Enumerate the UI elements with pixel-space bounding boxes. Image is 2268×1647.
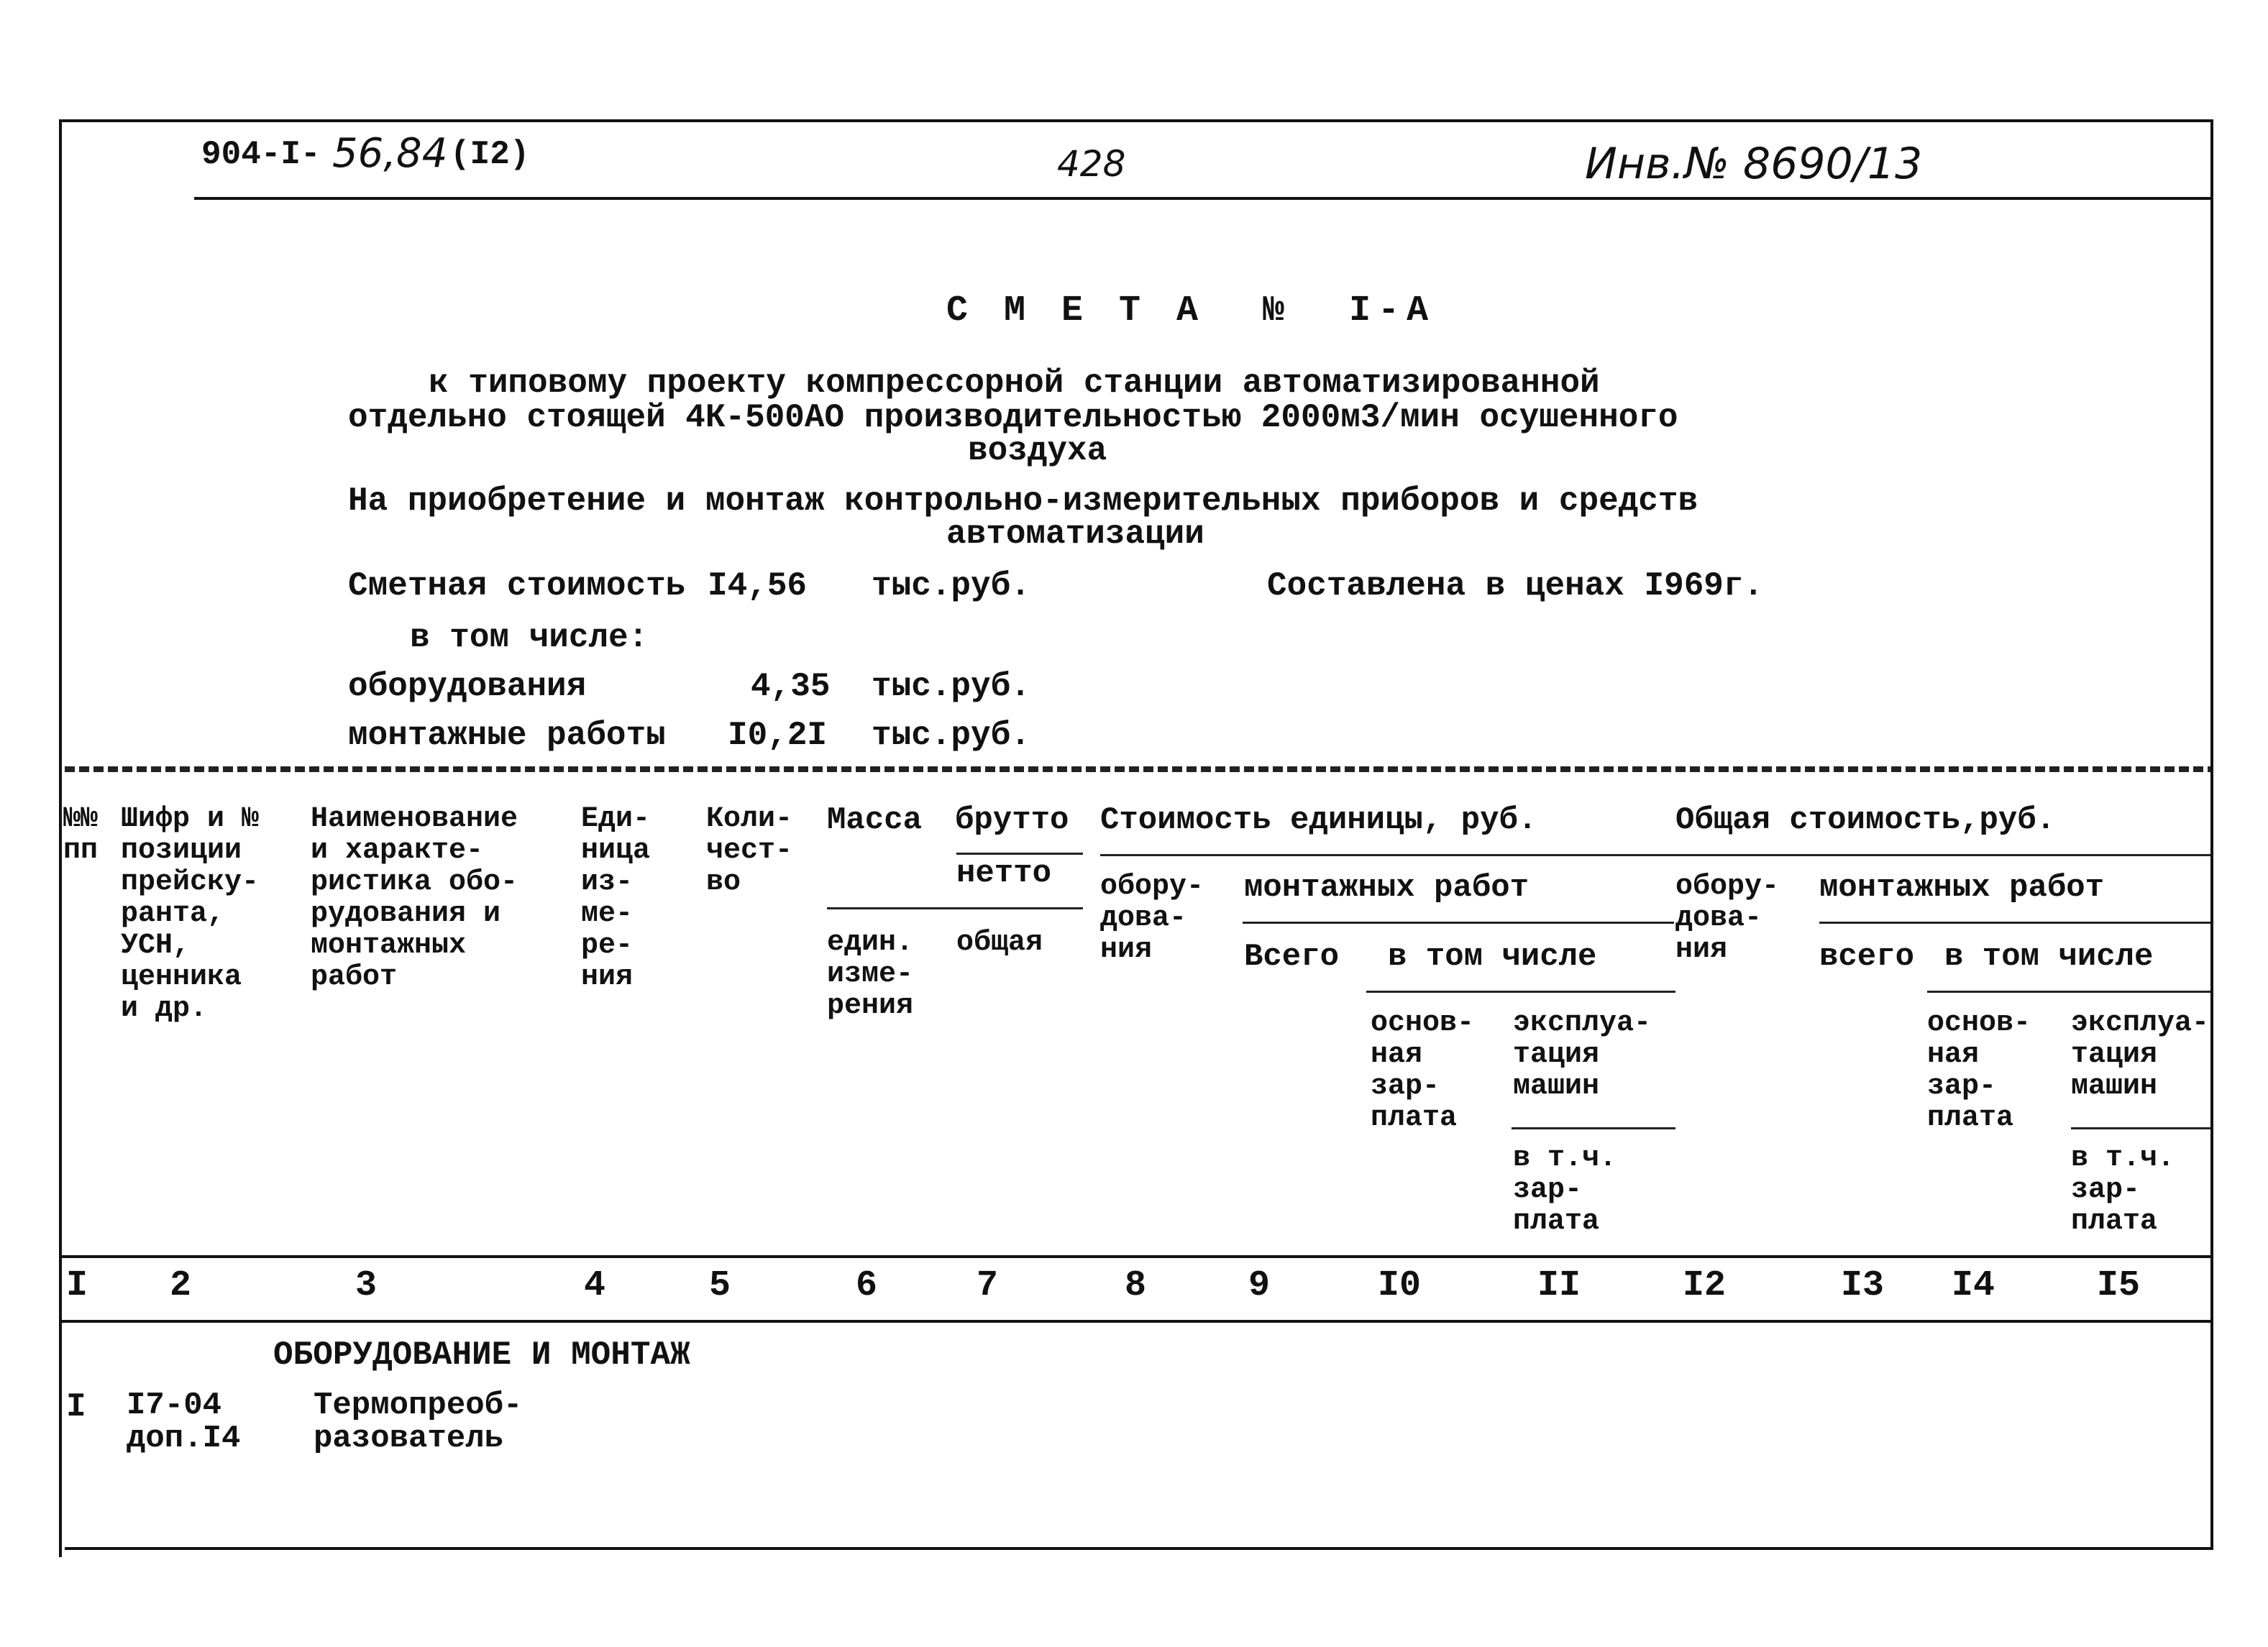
header-unit-all: Всего [1244,939,1340,975]
column-number: 5 [709,1265,731,1306]
column-number: I [66,1265,88,1306]
installation-value: I0,2I [728,717,828,754]
total-installation-underline [1819,922,2210,924]
header-col-unit: Еди- ница из- ме- ре- ния [581,803,651,994]
document-title: С М Е Т А № I-А [946,290,1436,331]
page-number: 428 [1057,143,1126,185]
doc-number-handwritten: 56,84 [332,130,448,177]
estimated-cost-unit: тыс.руб. [872,567,1030,605]
header-unit-incl-salary: в т.ч. зар- плата [1513,1142,1617,1238]
column-number: 6 [856,1265,878,1306]
header-netto: нетто [956,855,1052,891]
right-border-line [2210,119,2213,1550]
header-total-incl: в том числе [1944,939,2154,975]
purpose-line-2: автоматизации [946,515,1204,553]
brutto-underline [956,853,1083,855]
header-col-num: №№ пп [63,803,99,867]
mass-underline [827,907,1083,909]
subtitle-line-1: к типовому проекту компрессорной станции автоматизированной [429,364,1600,402]
installation-unit: тыс.руб. [872,717,1030,754]
column-number: I2 [1683,1265,1727,1306]
header-total-machines: эксплуа- тация машин [2071,1007,2210,1103]
header-col-name: Наименование и характе- ристика обо- рудования и монтажных работ [311,803,518,994]
column-number: II [1537,1265,1581,1306]
subtitle-line-2: отдельно стоящей 4К-500АО производительностью 2000м3/мин осушенного [348,399,1678,436]
subtitle-line-3: воздуха [968,432,1107,469]
column-number: 4 [584,1265,606,1306]
row-number: I [66,1388,86,1426]
equipment-value: 4,35 [751,668,831,705]
equipment-label: оборудования [348,668,587,705]
column-number: I3 [1841,1265,1885,1306]
header-total-mass: общая [956,927,1043,959]
column-number: I4 [1952,1265,1995,1306]
column-number: 8 [1125,1265,1147,1306]
estimated-cost-value: I4,56 [708,567,808,605]
column-number: 2 [170,1265,192,1306]
header-col-code: Шифр и № позиции прейску- ранта, УСН, ценника и др. [121,803,260,1025]
unit-incl-underline [1366,991,1675,993]
bottom-border-line [65,1547,2210,1550]
column-number: 7 [977,1265,999,1306]
prices-note: Составлена в ценах I969г. [1267,567,1764,605]
including-label: в том числе: [410,619,649,656]
header-total-installation: монтажных работ [1819,870,2105,906]
total-incl-underline [1927,991,2210,993]
table-top-dashed-line [65,766,2210,772]
header-mass: Масса [827,802,923,838]
header-unit-base-salary: основ- ная зар- плата [1371,1007,1475,1134]
installation-label: монтажные работы [348,717,666,754]
left-border-line [59,119,62,1557]
column-number: 3 [355,1265,378,1306]
estimated-cost-label: Сметная стоимость [348,567,686,605]
purpose-line-1: На приобретение и монтаж контрольно-измерительных приборов и средств [348,482,1698,520]
unit-installation-underline [1243,922,1674,924]
header-unit-installation: монтажных работ [1244,870,1529,906]
column-number: 9 [1248,1265,1271,1306]
total-cost-underline [1675,854,2210,856]
header-total-base-salary: основ- ная зар- плата [1927,1007,2031,1134]
row-code: I7-04 доп.I4 [127,1387,241,1456]
doc-number-prefix: 904-I- [201,136,321,173]
unit-machines-underline [1512,1127,1675,1129]
equipment-unit: тыс.руб. [872,668,1030,705]
header-brutto: брутто [955,802,1069,838]
column-number: I0 [1378,1265,1422,1306]
inventory-number: Инв.№ 8690/13 [1585,139,1923,189]
header-unit-measure: един. изме- рения [827,927,914,1022]
header-unit-incl: в том числе [1388,939,1597,975]
header-col-quantity: Коли- чест- во [706,803,793,899]
header-unit-equipment: обору- дова- ния [1100,871,1204,966]
header-unit-cost: Стоимость единицы, руб. [1100,802,1537,838]
header-underline [194,197,2213,200]
column-number: I5 [2097,1265,2141,1306]
header-total-all: всего [1819,939,1915,975]
row-name: Термопреоб- разователь [314,1387,523,1456]
header-total-cost: Общая стоимость,руб. [1675,802,2056,838]
header-bottom-line [60,1255,2210,1258]
column-numbers-bottom-line [60,1320,2210,1323]
header-unit-machines: эксплуа- тация машин [1513,1007,1652,1103]
top-border-line [59,119,2213,122]
header-total-equipment: обору- дова- ния [1675,871,1780,966]
header-total-incl-salary: в т.ч. зар- плата [2071,1142,2175,1238]
doc-number-suffix: (I2) [450,136,530,173]
section-title: ОБОРУДОВАНИЕ И МОНТАЖ [273,1336,690,1374]
total-machines-underline [2071,1127,2210,1129]
unit-cost-underline [1100,854,1675,856]
